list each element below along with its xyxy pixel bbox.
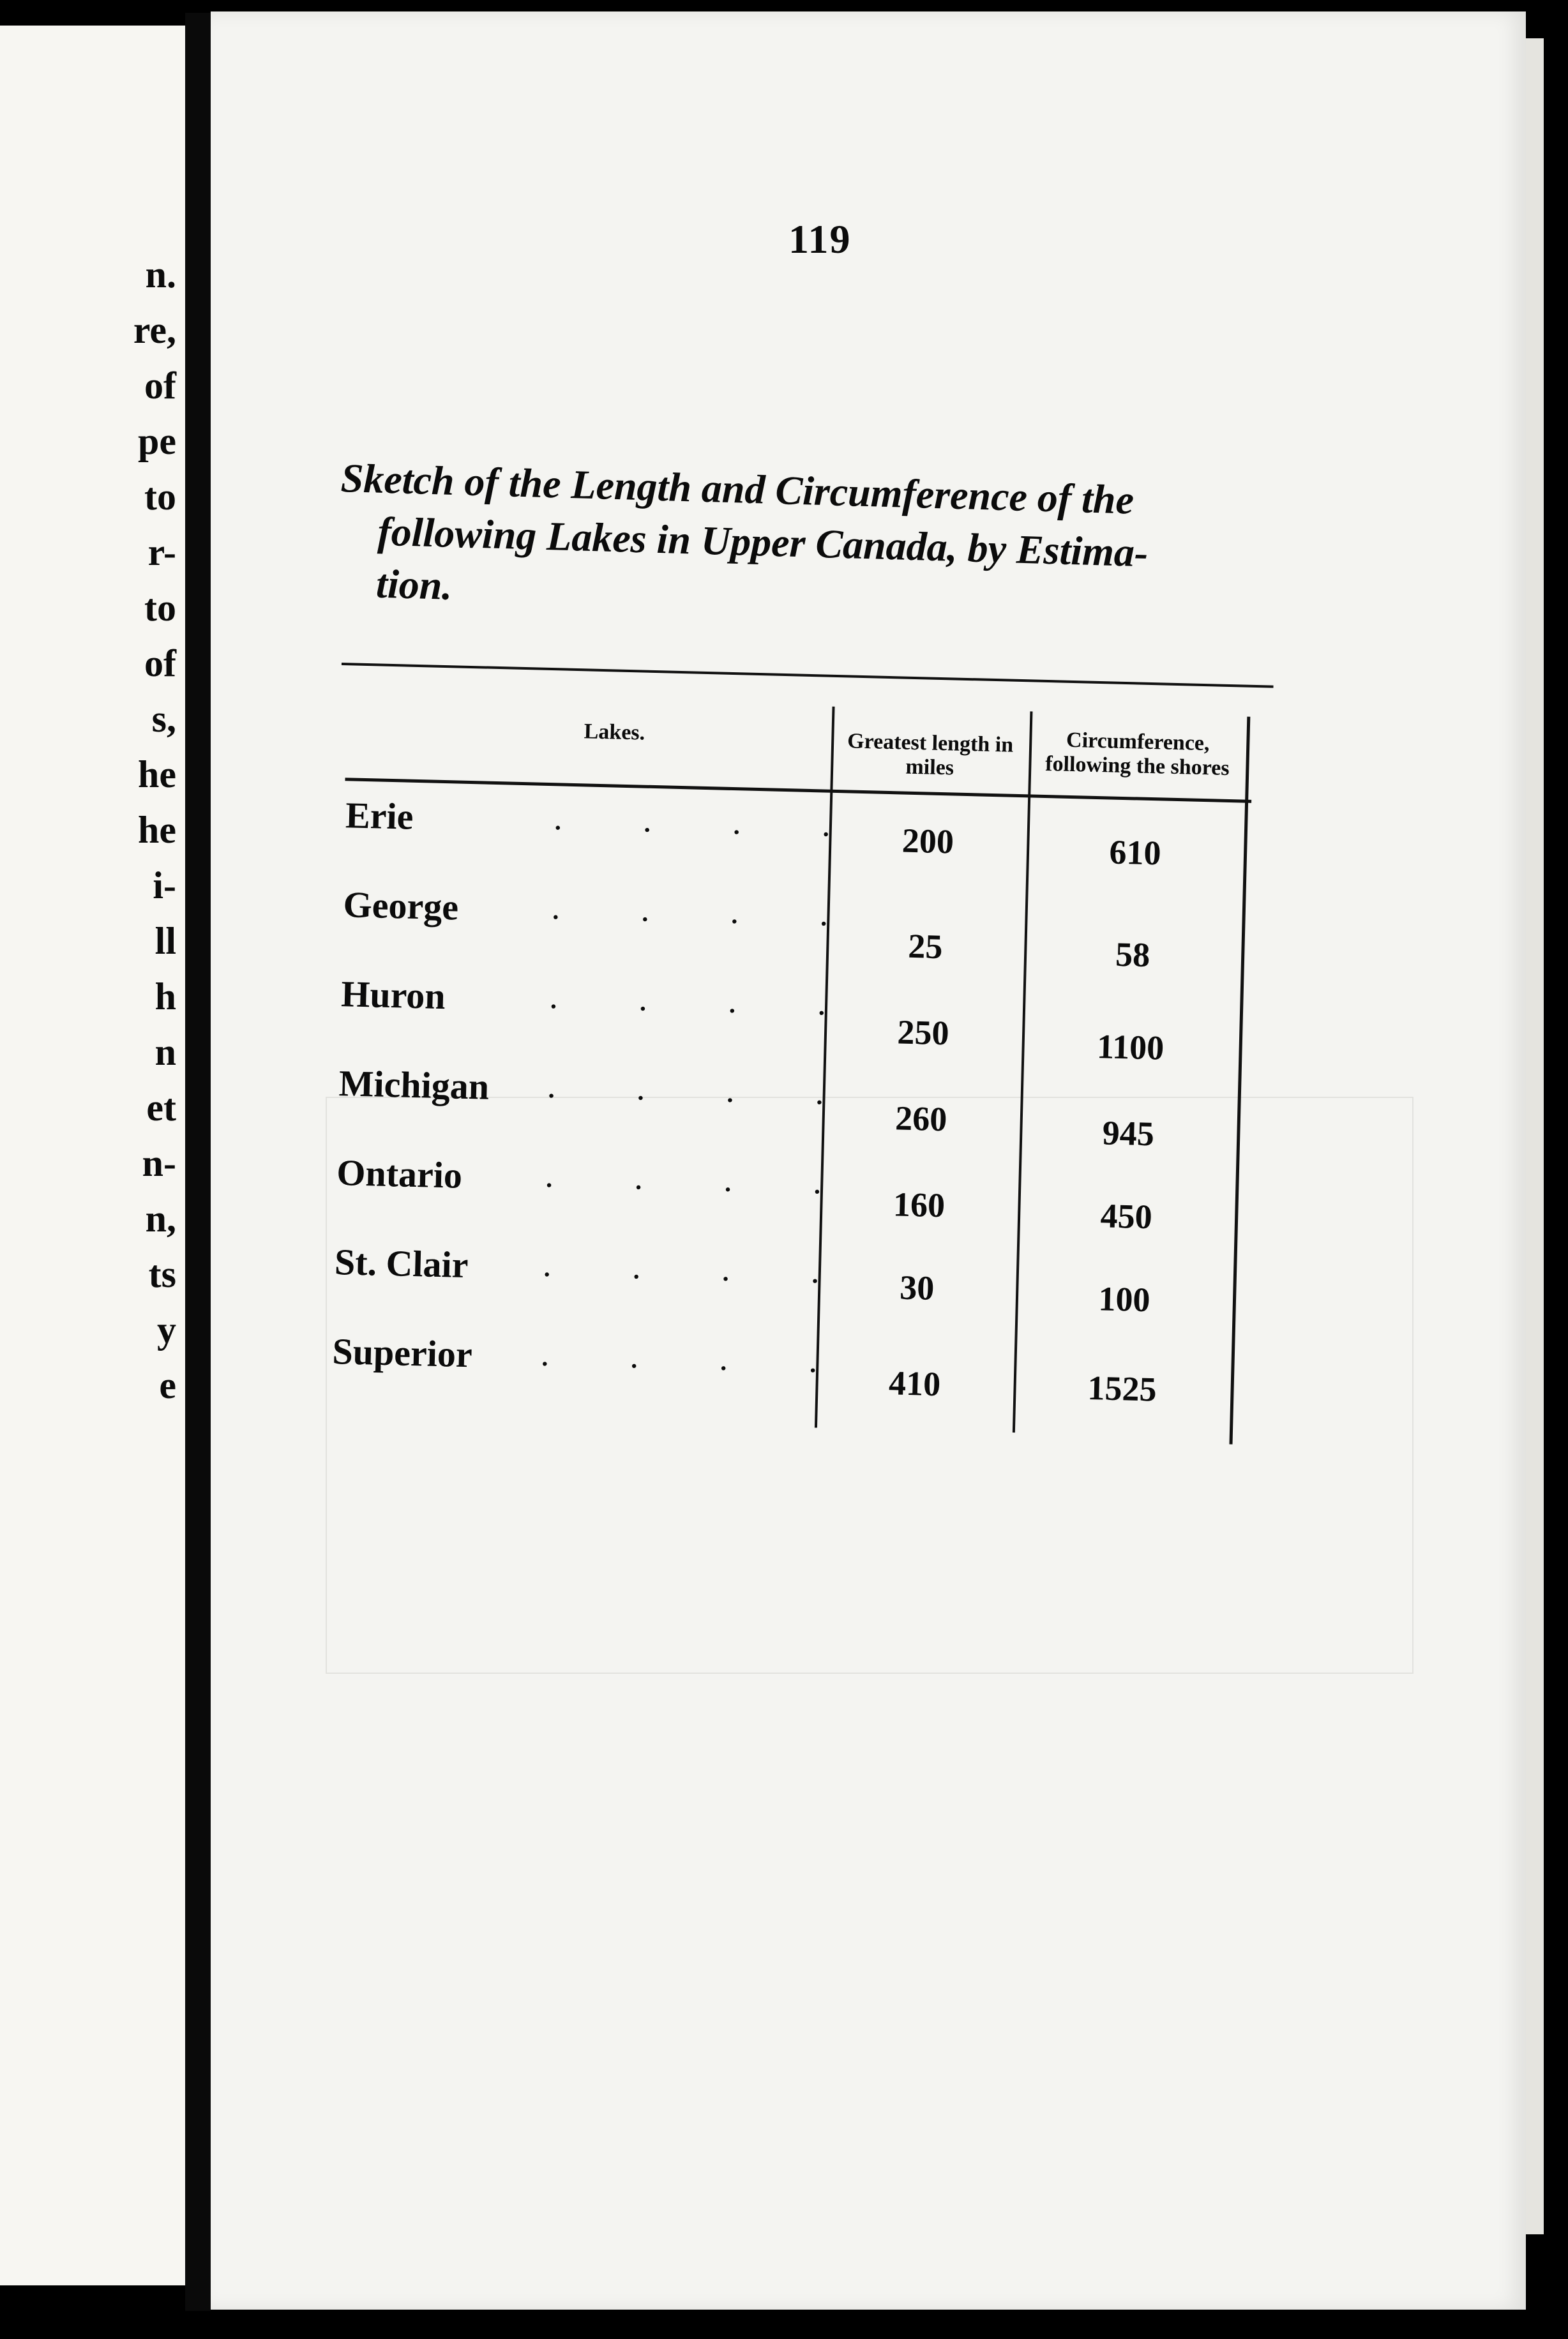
facing-page-line: he <box>138 809 176 851</box>
leader-dots: . . . . <box>543 1253 857 1290</box>
circumference-value: 1100 <box>1096 1027 1165 1067</box>
book-page <box>211 11 1526 2310</box>
leader-dots: . . . . <box>545 1164 859 1201</box>
lake-name: Erie <box>345 794 414 838</box>
title-line-2: following Lakes in Upper Canada, by Estima- <box>377 508 1149 576</box>
facing-page <box>0 26 185 2285</box>
facing-page-line: n- <box>142 1142 176 1184</box>
circumference-value: 1525 <box>1087 1368 1157 1409</box>
circumference-value: 610 <box>1108 832 1162 873</box>
facing-page-line: ts <box>148 1253 176 1295</box>
table-title <box>337 452 1490 641</box>
leader-dots: . . . . <box>554 806 868 843</box>
length-value: 410 <box>888 1364 941 1404</box>
length-value: 260 <box>894 1099 948 1139</box>
header-lakes: Lakes. <box>584 719 645 745</box>
column-rule-2 <box>1013 711 1033 1433</box>
leader-dots: . . . . <box>548 1074 862 1111</box>
facing-page-line: n <box>155 1031 176 1073</box>
lake-name: George <box>342 884 459 928</box>
title-line-1: Sketch of the Length and Circumference of the <box>340 455 1135 523</box>
facing-page-line: n. <box>145 253 176 296</box>
length-value: 25 <box>907 926 944 966</box>
facing-page-line: re, <box>133 309 176 351</box>
length-value: 30 <box>899 1268 935 1307</box>
facing-page-line: e <box>159 1364 176 1406</box>
leader-dots: . . . . <box>550 985 864 1022</box>
table-top-rule <box>342 663 1274 688</box>
facing-page-line: r- <box>147 531 176 573</box>
leader-dots: . . . . <box>552 896 866 933</box>
facing-page-line: s, <box>151 698 176 740</box>
circumference-value: 58 <box>1115 935 1150 975</box>
lake-name: St. Clair <box>334 1241 469 1286</box>
facing-page-line: to <box>144 587 176 629</box>
facing-page-line: of <box>144 642 176 684</box>
length-value: 160 <box>893 1185 946 1225</box>
circumference-value: 450 <box>1099 1196 1153 1237</box>
facing-page-line: of <box>144 365 176 407</box>
facing-page-line: ll <box>155 920 176 962</box>
book-gutter <box>185 13 211 2311</box>
length-value: 200 <box>901 821 954 861</box>
header-circumference: Circumference, following the shores <box>1044 728 1230 781</box>
header-rule <box>345 778 1251 803</box>
page-edge <box>1526 38 1544 2234</box>
length-value: 250 <box>896 1012 950 1053</box>
facing-page-line: pe <box>138 420 176 462</box>
facing-page-line: to <box>144 476 176 518</box>
lake-name: Huron <box>340 973 446 1018</box>
lake-name: Michigan <box>338 1062 490 1108</box>
lake-name: Superior <box>331 1330 473 1376</box>
title-line-3: tion. <box>375 560 453 608</box>
circumference-value: 945 <box>1102 1113 1155 1154</box>
facing-page-line: h <box>155 975 176 1018</box>
facing-page-line: et <box>146 1087 176 1129</box>
facing-page-line: n, <box>145 1198 176 1240</box>
facing-page-line: he <box>138 753 176 795</box>
leader-dots: . . . . <box>541 1342 855 1379</box>
circumference-value: 100 <box>1097 1279 1151 1320</box>
facing-page-line: y <box>157 1309 176 1351</box>
header-greatest-length: Greatest length in miles <box>847 729 1014 780</box>
page-number: 119 <box>788 216 852 262</box>
lakes-table <box>321 663 1490 1521</box>
facing-page-line: i- <box>153 864 176 906</box>
column-rule-3 <box>1230 717 1251 1445</box>
lake-name: Ontario <box>336 1152 463 1196</box>
